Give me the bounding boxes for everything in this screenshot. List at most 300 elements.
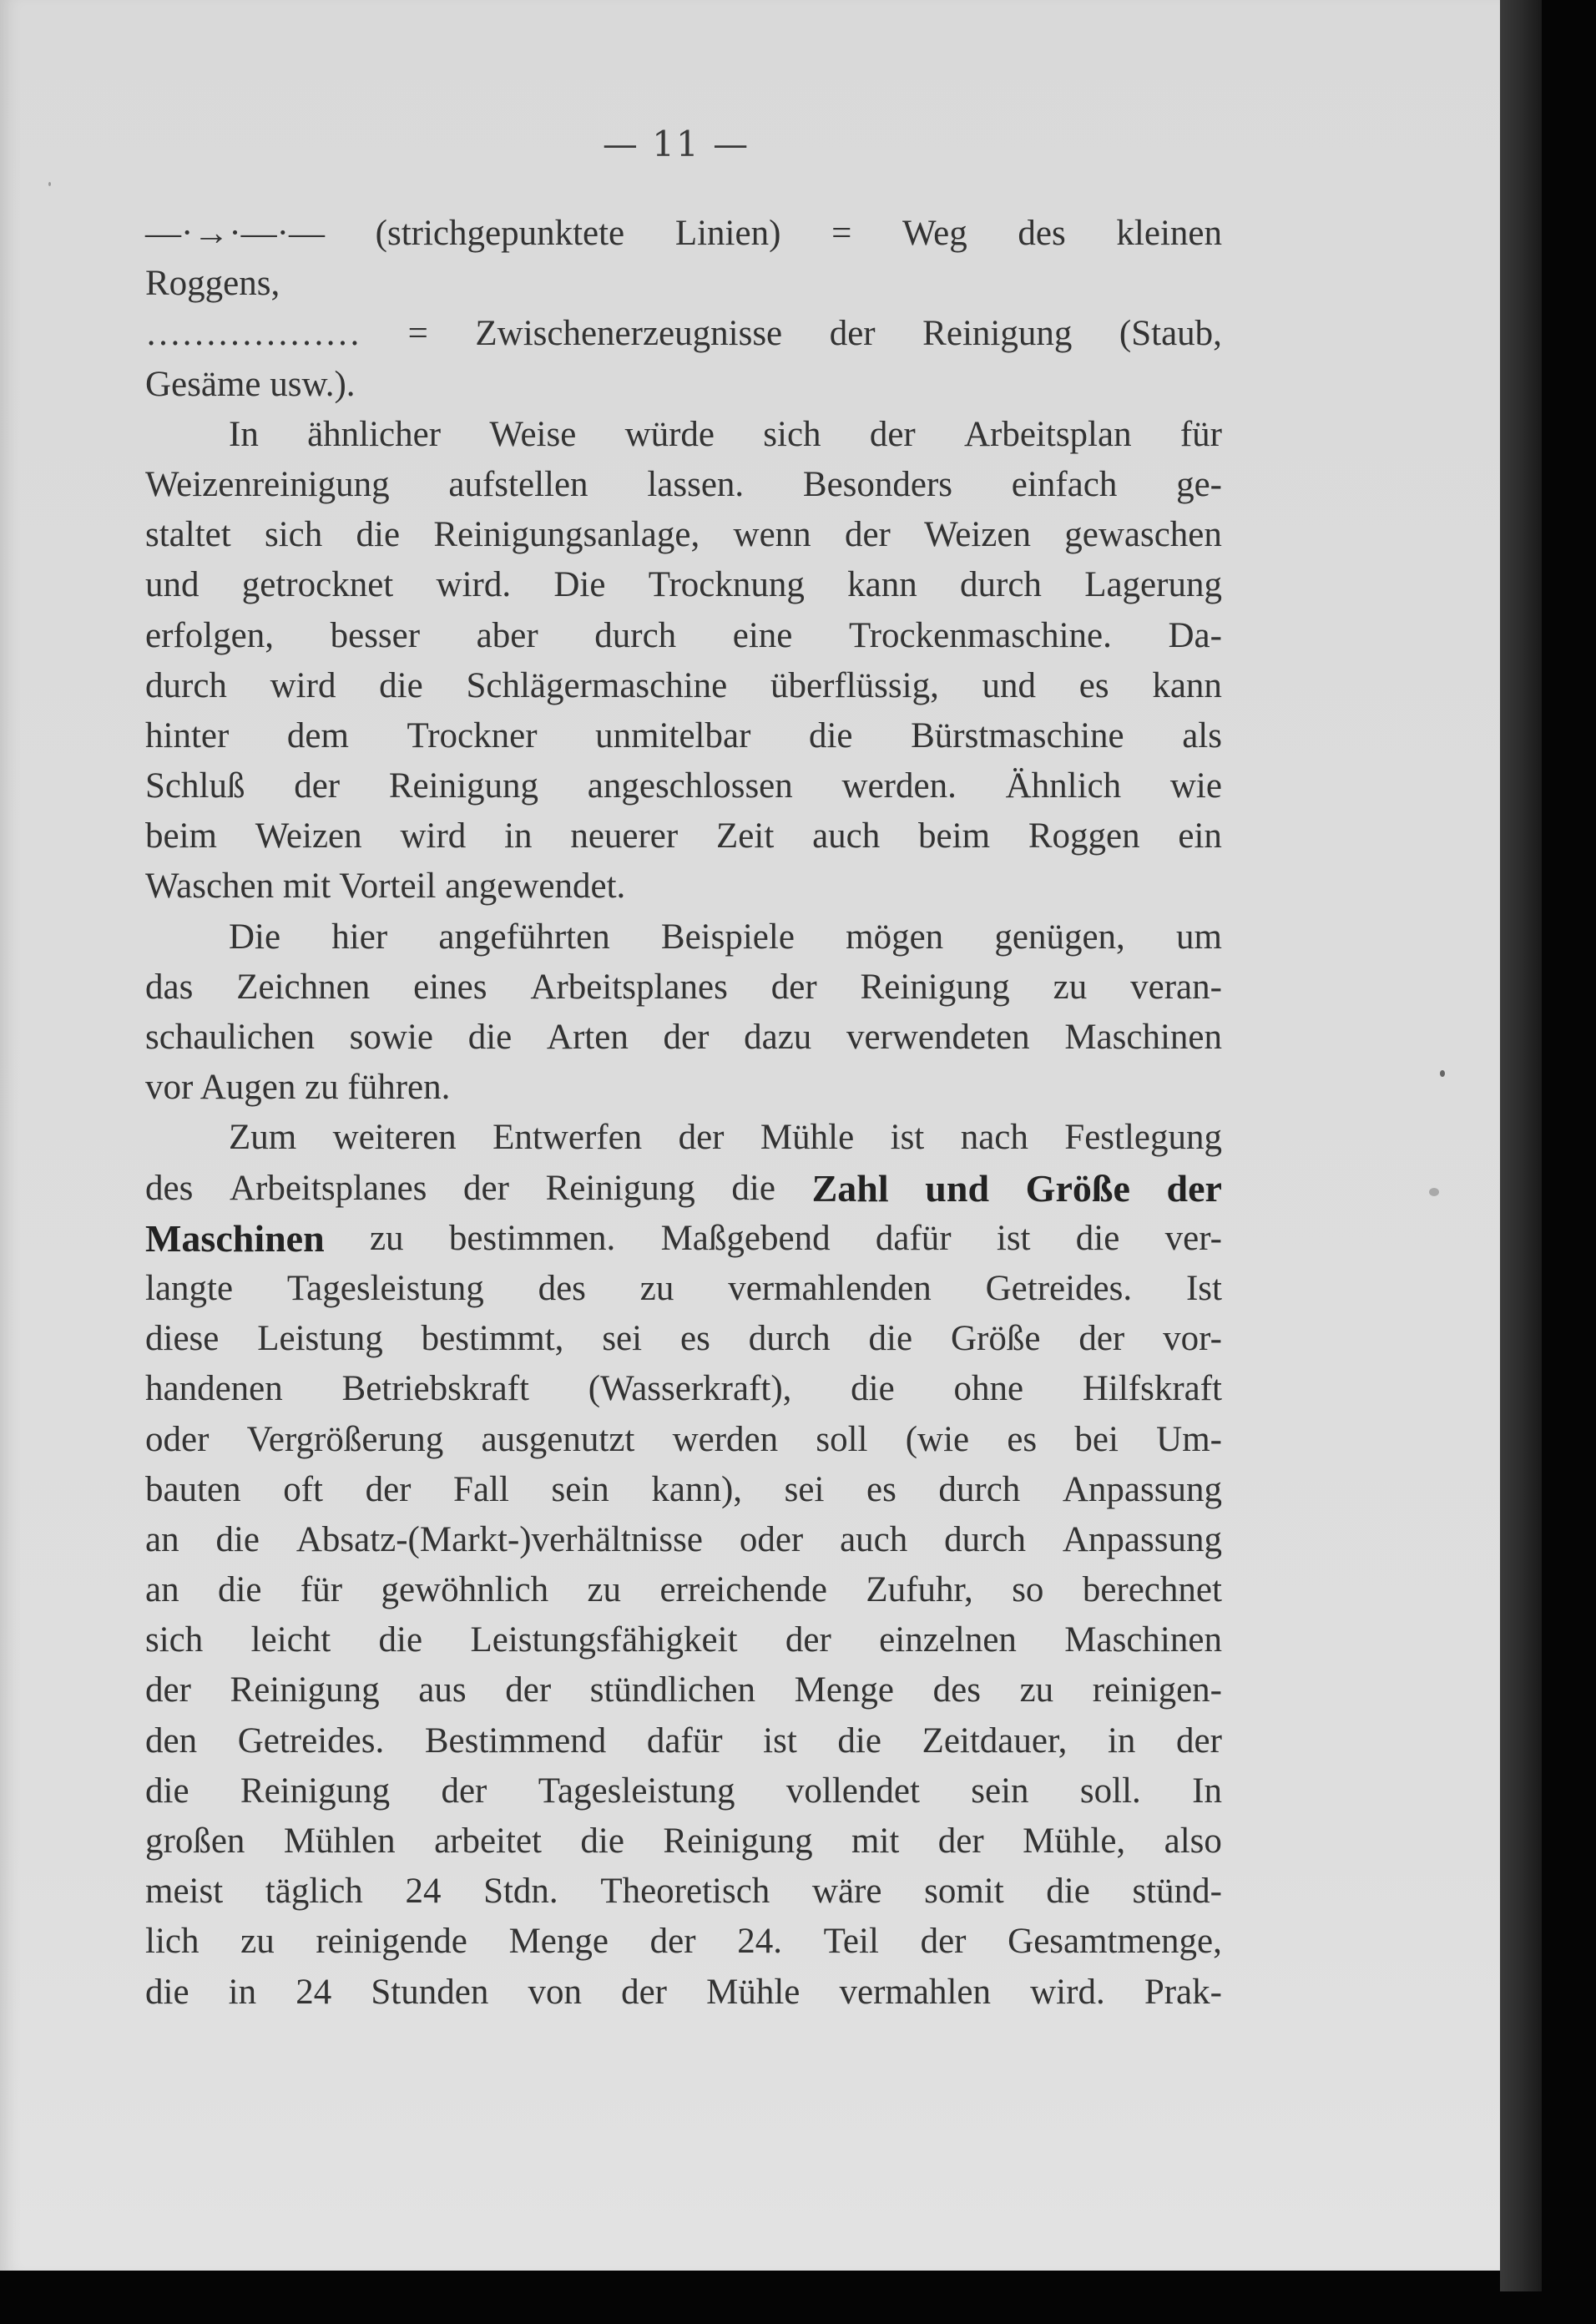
word: es bbox=[866, 1469, 896, 1509]
paragraph-1-line bbox=[145, 510, 1222, 560]
word: es bbox=[1007, 1419, 1038, 1459]
book-edge-shadow bbox=[1500, 0, 1542, 2291]
word: ist bbox=[763, 1720, 797, 1761]
word: Leistungsfähigkeit bbox=[470, 1620, 738, 1660]
word: Trockner bbox=[407, 715, 538, 755]
word: also bbox=[1164, 1821, 1222, 1861]
word: wäre bbox=[811, 1872, 882, 1912]
word: staltet bbox=[145, 515, 231, 555]
word: der bbox=[829, 314, 876, 354]
word: sein bbox=[971, 1771, 1029, 1811]
word: In bbox=[229, 414, 259, 454]
word: Gesamtmenge, bbox=[1008, 1922, 1222, 1962]
paragraph-1-line bbox=[145, 661, 1222, 711]
word: Beispiele bbox=[660, 917, 795, 957]
word: würde bbox=[624, 414, 715, 454]
word: Betriebskraft bbox=[341, 1369, 529, 1409]
word: Schluß bbox=[145, 766, 245, 806]
word: die bbox=[808, 715, 853, 755]
word: sich bbox=[763, 414, 821, 454]
paragraph-1-line bbox=[145, 560, 1222, 610]
paragraph-2-line bbox=[145, 962, 1222, 1013]
word: die bbox=[837, 1720, 881, 1761]
paragraph-3-line bbox=[145, 1113, 1222, 1163]
word: = bbox=[831, 214, 852, 253]
word: der bbox=[678, 1118, 725, 1158]
word: veran- bbox=[1130, 967, 1222, 1007]
word: handenen bbox=[145, 1369, 283, 1409]
word: zu bbox=[369, 1218, 404, 1258]
word: Reinigung bbox=[922, 314, 1073, 354]
word: die bbox=[467, 1018, 513, 1057]
word: durch bbox=[944, 1519, 1026, 1559]
word: an bbox=[145, 1570, 179, 1610]
line-text: Waschen mit Vorteil angewendet. bbox=[145, 866, 626, 907]
paragraph-3-line bbox=[145, 1314, 1222, 1364]
word: die bbox=[1046, 1872, 1090, 1912]
word: Reinigungsanlage, bbox=[433, 515, 700, 555]
word: unmitelbar bbox=[595, 715, 751, 755]
word: bei bbox=[1074, 1419, 1119, 1459]
word: zu bbox=[1053, 967, 1088, 1007]
word: Mühle bbox=[760, 1118, 855, 1158]
paragraph-3-line bbox=[145, 1415, 1222, 1465]
word: des bbox=[1018, 214, 1066, 253]
emphasized-word: Zahl bbox=[811, 1166, 889, 1210]
word: auch bbox=[812, 816, 881, 856]
word: erfolgen, bbox=[145, 615, 275, 655]
word: Weg bbox=[902, 214, 967, 253]
word: ist bbox=[996, 1218, 1031, 1258]
paragraph-3-line-emphasis bbox=[145, 1214, 1222, 1264]
word: die bbox=[1075, 1218, 1120, 1258]
word: überflüssig, bbox=[770, 665, 939, 705]
word: Trocknung bbox=[648, 565, 805, 605]
word: sein bbox=[551, 1469, 609, 1509]
word: Maßgebend bbox=[660, 1218, 831, 1258]
word: Ist bbox=[1185, 1268, 1222, 1308]
word: Maschinen bbox=[1064, 1018, 1222, 1057]
word: ……………… bbox=[145, 314, 361, 354]
legend-text: Gesäme usw.). bbox=[145, 364, 356, 404]
word: die bbox=[145, 1972, 189, 2012]
word: Reinigung bbox=[230, 1670, 380, 1710]
word: des bbox=[145, 1168, 194, 1208]
word: Menge bbox=[794, 1670, 895, 1710]
word: durch bbox=[145, 665, 227, 705]
word: dazu bbox=[744, 1018, 812, 1057]
word: Lagerung bbox=[1084, 565, 1222, 605]
word: Trockenmaschine. bbox=[848, 615, 1112, 655]
word: angeschlossen bbox=[587, 766, 793, 806]
word: der bbox=[785, 1620, 831, 1660]
word: Stdn. bbox=[483, 1872, 558, 1912]
emphasized-word: Größe bbox=[1025, 1166, 1130, 1210]
word: Reinigung bbox=[860, 967, 1010, 1007]
word: der bbox=[294, 766, 341, 806]
word: zu bbox=[587, 1570, 622, 1610]
word: bauten bbox=[145, 1469, 241, 1509]
paragraph-3-line bbox=[145, 1615, 1222, 1665]
word: sich bbox=[264, 515, 323, 555]
word: Weizen bbox=[255, 816, 362, 856]
word: (wie bbox=[905, 1419, 970, 1459]
word: ist bbox=[890, 1118, 925, 1158]
paragraph-3-line bbox=[145, 1364, 1222, 1414]
word: zu bbox=[240, 1922, 275, 1962]
word: und bbox=[145, 565, 200, 605]
word: wie bbox=[1169, 766, 1222, 806]
word: der bbox=[770, 967, 817, 1007]
word: Weizen bbox=[924, 515, 1031, 555]
word: langte bbox=[145, 1268, 234, 1308]
word: reinigen- bbox=[1092, 1670, 1222, 1710]
emphasized-word: Maschinen bbox=[145, 1216, 325, 1260]
word: der bbox=[920, 1922, 967, 1962]
word: bestimmt, bbox=[421, 1319, 564, 1359]
word: und bbox=[982, 665, 1037, 705]
word: Theoretisch bbox=[600, 1872, 770, 1912]
word: kann), bbox=[651, 1469, 743, 1509]
word: (strichgepunktete bbox=[375, 214, 625, 253]
word: den bbox=[145, 1720, 198, 1761]
word: vermahlen bbox=[839, 1972, 991, 2012]
word: Reinigung bbox=[240, 1771, 391, 1811]
word: Bestimmend bbox=[424, 1720, 607, 1761]
paragraph-3-line bbox=[145, 1968, 1222, 2018]
word: hier bbox=[331, 917, 388, 957]
word: Mühle, bbox=[1023, 1821, 1126, 1861]
word: ohne bbox=[953, 1369, 1024, 1409]
word: des bbox=[932, 1670, 981, 1710]
legend-text: Roggens, bbox=[145, 264, 280, 304]
word: gewöhnlich bbox=[381, 1570, 549, 1610]
paragraph-1-line bbox=[145, 711, 1222, 761]
word: Stunden bbox=[371, 1972, 489, 2012]
page-number: — 11 — bbox=[602, 124, 750, 164]
word: stünd- bbox=[1132, 1872, 1222, 1912]
word: wird. bbox=[1030, 1972, 1105, 2012]
word: (Wasserkraft), bbox=[588, 1369, 792, 1409]
word: lassen. bbox=[647, 464, 745, 504]
paragraph-3-line bbox=[145, 1867, 1222, 1917]
word: Zwischenerzeugnisse bbox=[475, 314, 783, 354]
word: soll bbox=[816, 1419, 868, 1459]
word: angeführten bbox=[438, 917, 610, 957]
word: die bbox=[731, 1168, 775, 1208]
word: Fall bbox=[453, 1469, 509, 1509]
word: Arbeitsplan bbox=[963, 414, 1132, 454]
paragraph-3-line bbox=[145, 1665, 1222, 1715]
word: beim bbox=[145, 816, 217, 856]
word: so bbox=[1012, 1570, 1044, 1610]
word: Festlegung bbox=[1064, 1118, 1222, 1158]
word: Zeit bbox=[716, 816, 775, 856]
paragraph-3-line bbox=[145, 1515, 1222, 1565]
word: ver- bbox=[1164, 1218, 1222, 1258]
word: Entwerfen bbox=[492, 1118, 643, 1158]
word: für bbox=[300, 1570, 343, 1610]
word: vollendet bbox=[785, 1771, 920, 1811]
word: (Staub, bbox=[1119, 314, 1222, 354]
word: auch bbox=[840, 1519, 908, 1559]
word: bestimmen. bbox=[448, 1218, 616, 1258]
paragraph-2-line bbox=[145, 1013, 1222, 1063]
word: nach bbox=[960, 1118, 1028, 1158]
word: Teil bbox=[823, 1922, 879, 1962]
word: der bbox=[145, 1670, 191, 1710]
word: Um- bbox=[1156, 1419, 1222, 1459]
word: Mühle bbox=[706, 1972, 801, 2012]
paragraph-3-line bbox=[145, 1716, 1222, 1766]
word: Getreides. bbox=[237, 1720, 385, 1761]
word: Linien) bbox=[674, 214, 781, 253]
word: gewaschen bbox=[1064, 515, 1222, 555]
word: der bbox=[937, 1821, 984, 1861]
word: sowie bbox=[349, 1018, 433, 1057]
emphasized-word: der bbox=[1166, 1166, 1222, 1210]
word: Weise bbox=[489, 414, 577, 454]
word: sei bbox=[784, 1469, 825, 1509]
word: die bbox=[379, 665, 423, 705]
word: wird. bbox=[436, 565, 512, 605]
word: Die bbox=[553, 565, 606, 605]
paragraph-3-line bbox=[145, 1766, 1222, 1816]
word: kleinen bbox=[1116, 214, 1222, 253]
word: vermahlenden bbox=[728, 1268, 932, 1308]
word: die bbox=[868, 1319, 913, 1359]
word: 24 bbox=[405, 1872, 442, 1912]
legend-line-dashdot bbox=[145, 209, 1222, 259]
word: Prak- bbox=[1144, 1972, 1222, 2012]
word: Bürstmaschine bbox=[911, 715, 1124, 755]
word: Tagesleistung bbox=[538, 1771, 735, 1811]
paragraph-1-line bbox=[145, 811, 1222, 861]
word: soll. bbox=[1079, 1771, 1141, 1811]
word: Zufuhr, bbox=[866, 1570, 973, 1610]
paragraph-3-line-emphasis bbox=[145, 1164, 1222, 1214]
word: ein bbox=[1178, 816, 1222, 856]
paragraph-3-line bbox=[145, 1465, 1222, 1515]
word: Zum bbox=[229, 1118, 297, 1158]
word: der bbox=[649, 1922, 696, 1962]
word: das bbox=[145, 967, 194, 1007]
word: ähnlicher bbox=[307, 414, 442, 454]
word: Arten bbox=[546, 1018, 629, 1057]
word: Zeichnen bbox=[236, 967, 371, 1007]
paragraph-3-line bbox=[145, 1264, 1222, 1314]
word: als bbox=[1182, 715, 1222, 755]
word: die bbox=[217, 1570, 262, 1610]
text-column bbox=[145, 209, 1222, 2018]
word: eines bbox=[413, 967, 487, 1007]
word: der bbox=[663, 1018, 710, 1057]
word: ausgenutzt bbox=[481, 1419, 635, 1459]
word: lich bbox=[145, 1922, 200, 1962]
word: der bbox=[1078, 1319, 1125, 1359]
word: Da- bbox=[1168, 615, 1222, 655]
legend-line-dotted-cont bbox=[145, 360, 1222, 410]
word: Tagesleistung bbox=[286, 1268, 484, 1308]
word: der bbox=[505, 1670, 552, 1710]
word: oder bbox=[145, 1419, 210, 1459]
word: der bbox=[844, 515, 891, 555]
word: Getreides. bbox=[985, 1268, 1133, 1308]
legend-line-dashdot-cont bbox=[145, 259, 1222, 309]
word: stündlichen bbox=[589, 1670, 755, 1710]
paragraph-3-line bbox=[145, 1565, 1222, 1615]
word: durch bbox=[960, 565, 1042, 605]
word: großen bbox=[145, 1821, 245, 1861]
word: besser bbox=[330, 615, 421, 655]
word: der bbox=[441, 1771, 487, 1811]
word: beim bbox=[918, 816, 991, 856]
word: Reinigung bbox=[388, 766, 539, 806]
word: —·→·—·— bbox=[145, 214, 325, 253]
paragraph-1-line bbox=[145, 861, 1222, 912]
word: = bbox=[407, 314, 428, 354]
word: Mühlen bbox=[283, 1821, 396, 1861]
word: wenn bbox=[733, 515, 811, 555]
word: hinter bbox=[145, 715, 230, 755]
word: Anpassung bbox=[1062, 1469, 1222, 1509]
word: der bbox=[365, 1469, 412, 1509]
word: mögen bbox=[846, 917, 944, 957]
word: weiteren bbox=[332, 1118, 457, 1158]
word: die bbox=[378, 1620, 423, 1660]
word: Reinigung bbox=[663, 1821, 813, 1861]
word: genügen, bbox=[994, 917, 1125, 957]
word: dafür bbox=[646, 1720, 723, 1761]
word: Die bbox=[229, 917, 281, 957]
word: werden. bbox=[841, 766, 957, 806]
word: die bbox=[215, 1519, 260, 1559]
word: getrocknet bbox=[241, 565, 394, 605]
word: meist bbox=[145, 1872, 224, 1912]
word: Menge bbox=[508, 1922, 609, 1962]
word: einzelnen bbox=[879, 1620, 1017, 1660]
scan-speck bbox=[1440, 1070, 1445, 1077]
word: ge- bbox=[1176, 464, 1222, 504]
word: dafür bbox=[875, 1218, 952, 1258]
paragraph-1-line bbox=[145, 410, 1222, 460]
paragraph-1-line bbox=[145, 460, 1222, 510]
word: wird bbox=[400, 816, 467, 856]
word: schaulichen bbox=[145, 1018, 315, 1057]
word: dem bbox=[286, 715, 349, 755]
word: zu bbox=[1019, 1670, 1054, 1710]
paragraph-3-line bbox=[145, 1816, 1222, 1867]
word: die bbox=[580, 1821, 624, 1861]
word: Besonders bbox=[802, 464, 953, 504]
word: Vergrößerung bbox=[246, 1419, 444, 1459]
word: Roggen bbox=[1028, 816, 1140, 856]
word: Leistung bbox=[257, 1319, 383, 1359]
word: erreichende bbox=[659, 1570, 827, 1610]
word: Zeitdauer, bbox=[922, 1720, 1068, 1761]
word: in bbox=[1107, 1720, 1136, 1761]
word: Reinigung bbox=[545, 1168, 695, 1208]
paragraph-2-line bbox=[145, 912, 1222, 962]
word: oder bbox=[739, 1519, 804, 1559]
word: die bbox=[851, 1369, 895, 1409]
word: aus bbox=[418, 1670, 467, 1710]
word: mit bbox=[851, 1821, 900, 1861]
word: die bbox=[356, 515, 401, 555]
word: zu bbox=[639, 1268, 674, 1308]
word: von bbox=[528, 1972, 582, 2012]
word: in bbox=[504, 816, 533, 856]
legend-line-dotted bbox=[145, 309, 1222, 359]
word: 24 bbox=[295, 1972, 332, 2012]
word: Schlägermaschine bbox=[466, 665, 728, 705]
word: arbeitet bbox=[434, 1821, 542, 1861]
word: aber bbox=[476, 615, 538, 655]
word: neuerer bbox=[570, 816, 679, 856]
word: 24. bbox=[737, 1922, 782, 1962]
word: es bbox=[680, 1319, 710, 1359]
word: durch bbox=[748, 1319, 831, 1359]
paragraph-3-line bbox=[145, 1917, 1222, 1967]
scan-speck bbox=[1429, 1188, 1439, 1196]
word: durch bbox=[938, 1469, 1021, 1509]
word: einfach bbox=[1011, 464, 1118, 504]
word: täglich bbox=[265, 1872, 363, 1912]
word: sei bbox=[602, 1319, 643, 1359]
word: somit bbox=[924, 1872, 1004, 1912]
word: wird bbox=[270, 665, 336, 705]
paragraph-1-line bbox=[145, 761, 1222, 811]
word: der bbox=[621, 1972, 667, 2012]
word: diese bbox=[145, 1319, 220, 1359]
word: an bbox=[145, 1519, 179, 1559]
word: Hilfskraft bbox=[1082, 1369, 1222, 1409]
word: Arbeitsplanes bbox=[229, 1168, 427, 1208]
word: durch bbox=[594, 615, 677, 655]
word: werden bbox=[672, 1419, 779, 1459]
word: Größe bbox=[950, 1319, 1041, 1359]
word: um bbox=[1176, 917, 1222, 957]
word: In bbox=[1192, 1771, 1222, 1811]
word: aufstellen bbox=[448, 464, 588, 504]
word: es bbox=[1078, 665, 1109, 705]
word: reinigende bbox=[316, 1922, 467, 1962]
paragraph-2-line bbox=[145, 1063, 1222, 1113]
scan-speck bbox=[48, 182, 51, 186]
word: Maschinen bbox=[1064, 1620, 1222, 1660]
word: der bbox=[869, 414, 916, 454]
word: eine bbox=[732, 615, 793, 655]
word: oft bbox=[283, 1469, 323, 1509]
paragraph-1-line bbox=[145, 611, 1222, 661]
emphasized-word: und bbox=[925, 1166, 990, 1210]
word: Ähnlich bbox=[1005, 766, 1122, 806]
word: des bbox=[538, 1268, 586, 1308]
word: Arbeitsplanes bbox=[530, 967, 728, 1007]
word: kann bbox=[847, 565, 917, 605]
word: leicht bbox=[250, 1620, 331, 1660]
word: berechnet bbox=[1082, 1570, 1222, 1610]
word: der bbox=[1176, 1720, 1222, 1761]
word: in bbox=[228, 1972, 257, 2012]
word: Anpassung bbox=[1062, 1519, 1222, 1559]
word: Absatz-(Markt-)verhältnisse bbox=[295, 1519, 703, 1559]
word: kann bbox=[1152, 665, 1222, 705]
word: vor- bbox=[1163, 1319, 1222, 1359]
word: für bbox=[1179, 414, 1222, 454]
word: sich bbox=[145, 1620, 204, 1660]
word: verwendeten bbox=[846, 1018, 1030, 1057]
